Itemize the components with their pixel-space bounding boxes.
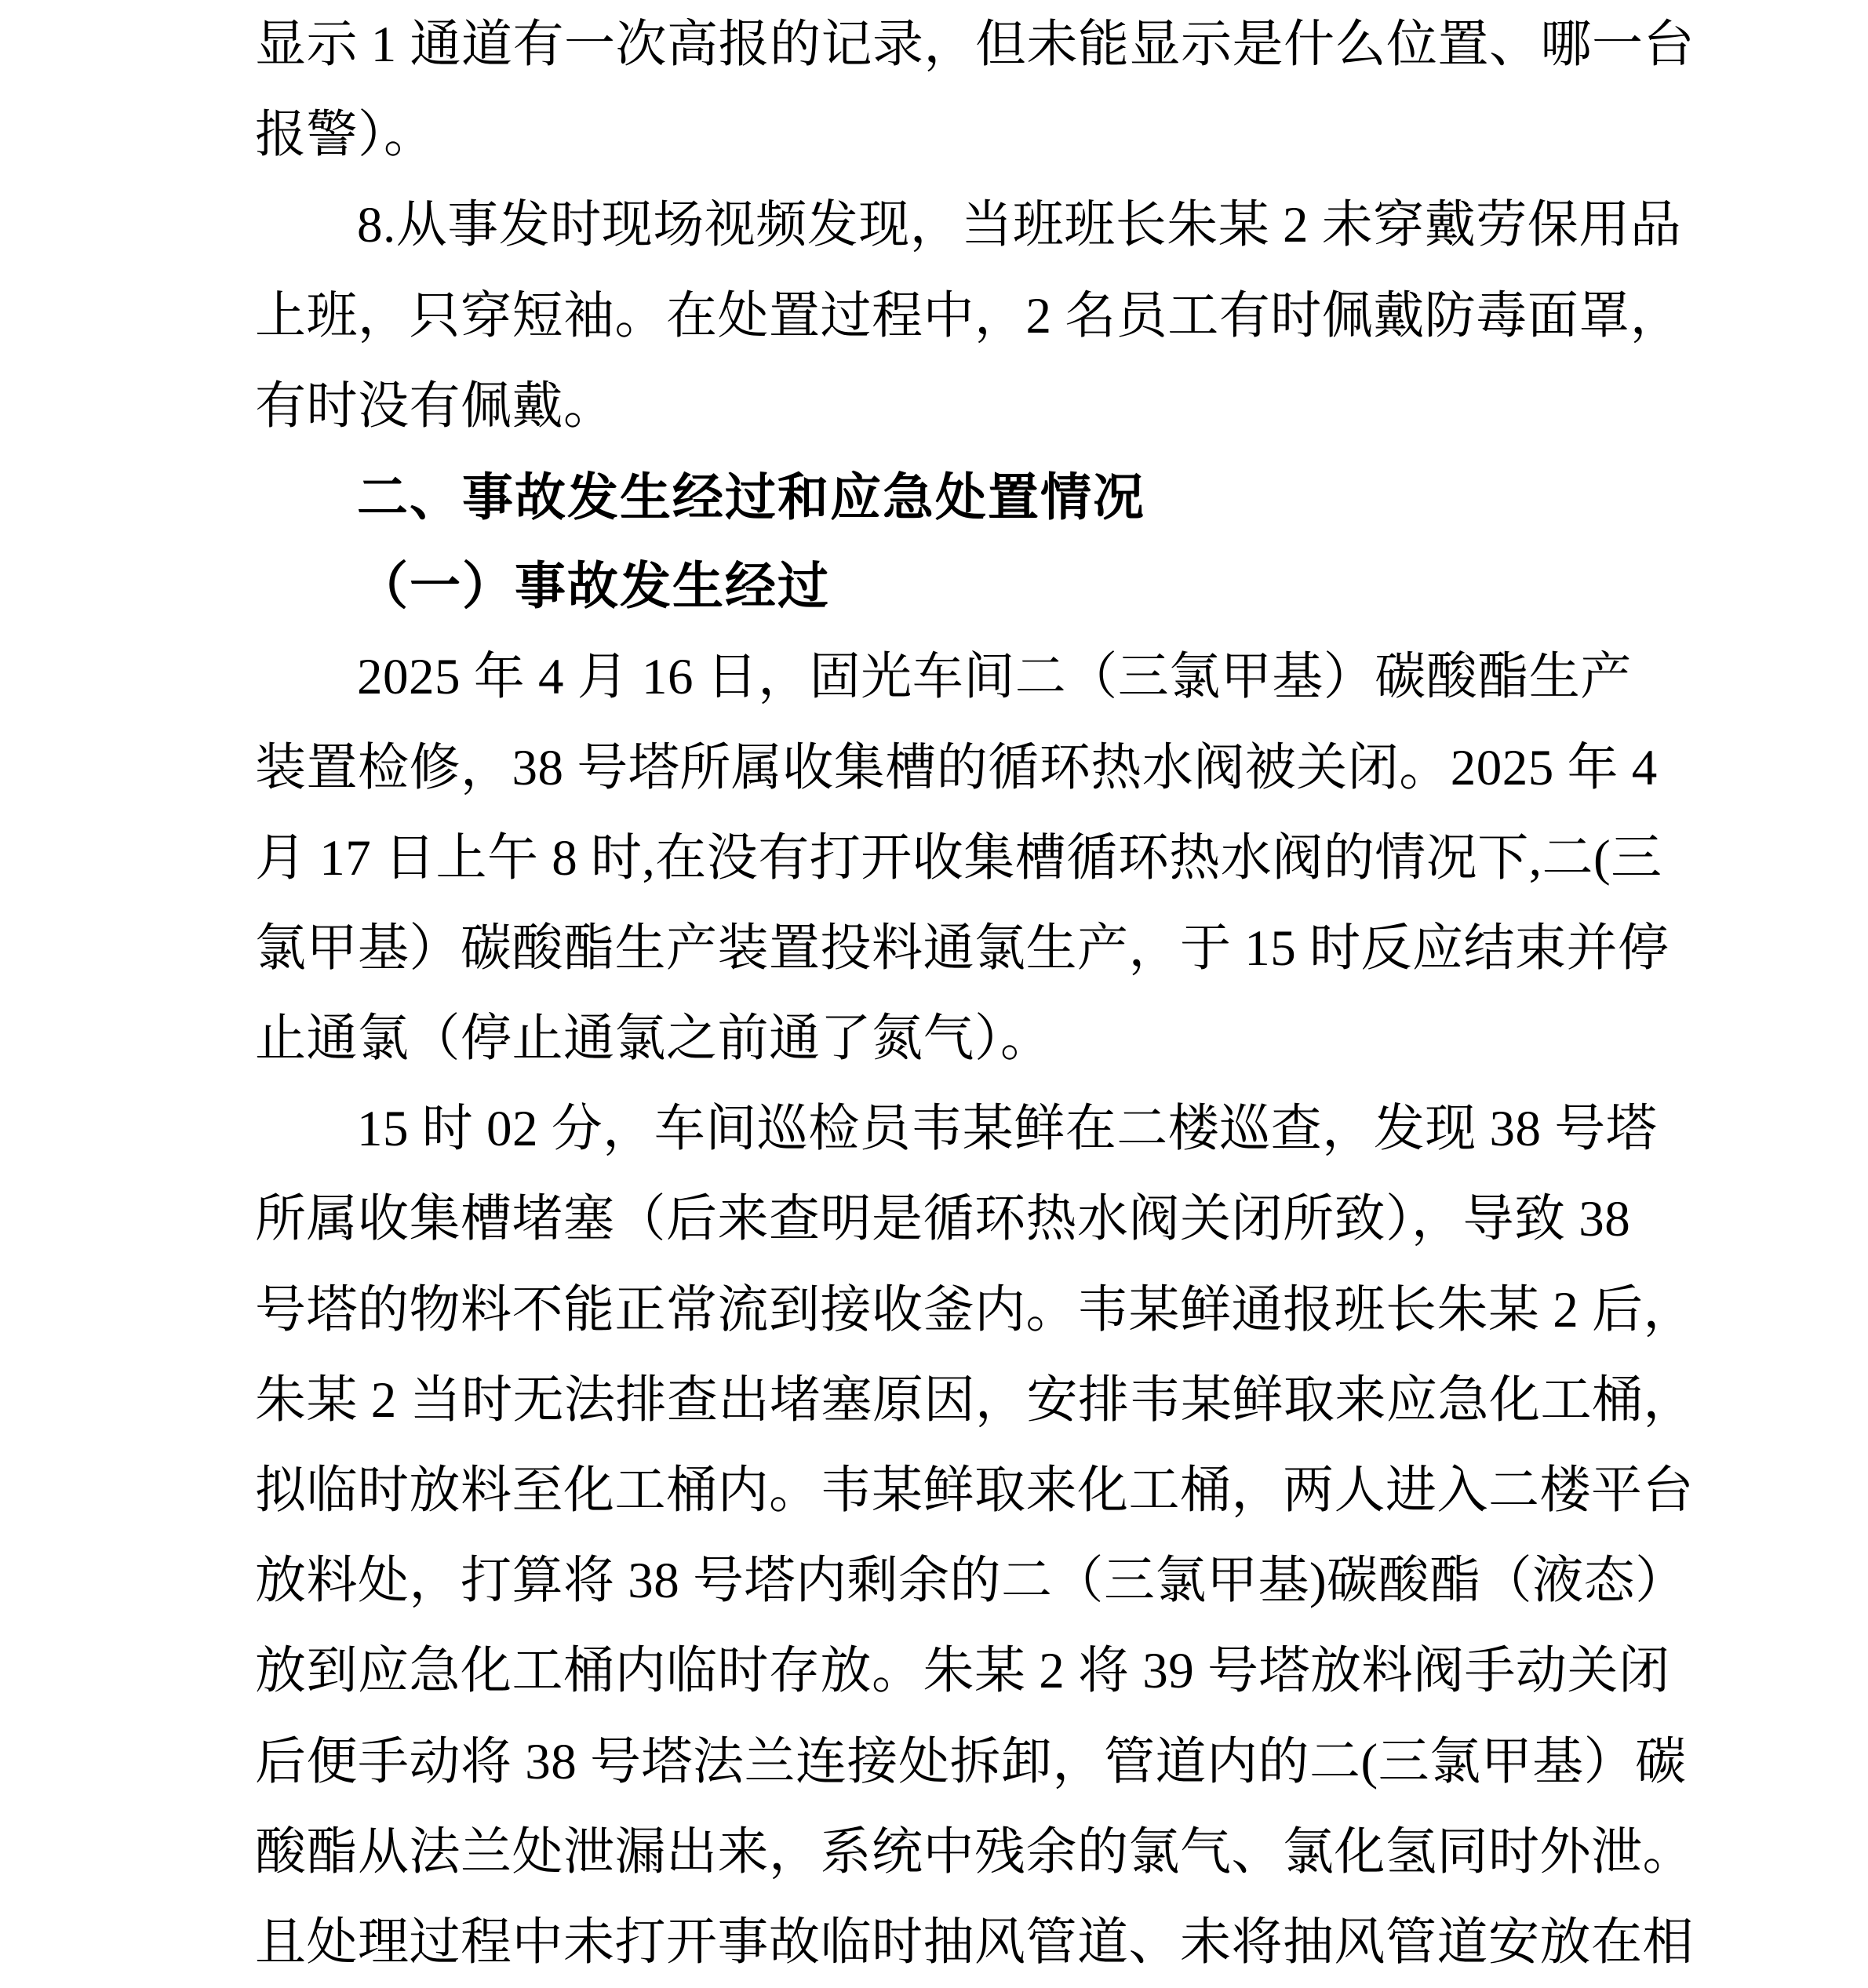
text-line: 且处理过程中未打开事故临时抽风管道、未将抽风管道安放在相 bbox=[255, 1913, 1695, 1971]
text-line: 显示 1 通道有一次高报的记录，但未能显示是什么位置、哪一台 bbox=[255, 16, 1695, 73]
section-heading: 二、事故发生经过和应急处置情况 bbox=[357, 468, 1146, 526]
text-line: 酸酯从法兰处泄漏出来，系统中残余的氯气、氯化氢同时外泄。 bbox=[255, 1823, 1695, 1881]
text-line: 装置检修，38 号塔所属收集槽的循环热水阀被关闭。2025 年 4 bbox=[255, 739, 1658, 796]
text-line: 号塔的物料不能正常流到接收釜内。韦某鲜通报班长朱某 2 后， bbox=[255, 1281, 1695, 1338]
text-line: 报警）。 bbox=[255, 107, 435, 164]
text-line: 放料处，打算将 38 号塔内剩余的二（三氯甲基)碳酸酯（液态） bbox=[255, 1553, 1687, 1610]
text-line: 上班，只穿短袖。在处置过程中，2 名员工有时佩戴防毒面罩， bbox=[255, 287, 1682, 344]
text-line: 2025 年 4 月 16 日，固光车间二（三氯甲基）碳酸酯生产 bbox=[357, 649, 1632, 706]
subsection-heading: （一）事故发生经过 bbox=[357, 559, 831, 616]
text-line: 8.从事发时现场视频发现，当班班长朱某 2 未穿戴劳保用品 bbox=[357, 197, 1682, 254]
document-page bbox=[255, 0, 1695, 1988]
text-line: 止通氯（停止通氯之前通了氮气）。 bbox=[255, 1010, 1052, 1068]
text-line: 15 时 02 分，车间巡检员韦某鲜在二楼巡查，发现 38 号塔 bbox=[357, 1101, 1658, 1158]
text-line: 放到应急化工桶内临时存放。朱某 2 将 39 号塔放料阀手动关闭 bbox=[255, 1643, 1670, 1700]
text-line: 氯甲基）碳酸酯生产装置投料通氯生产，于 15 时反应结束并停 bbox=[255, 919, 1670, 977]
text-line: 月 17 日上午 8 时,在没有打开收集槽循环热水阀的情况下,二(三 bbox=[255, 829, 1662, 887]
text-line: 所属收集槽堵塞（后来查明是循环热水阀关闭所致），导致 38 bbox=[255, 1191, 1631, 1248]
text-line: 拟临时放料至化工桶内。韦某鲜取来化工桶，两人进入二楼平台 bbox=[255, 1462, 1695, 1519]
text-line: 有时没有佩戴。 bbox=[255, 377, 615, 435]
text-line: 朱某 2 当时无法排查出堵塞原因，安排韦某鲜取来应急化工桶， bbox=[255, 1371, 1695, 1429]
text-line: 后便手动将 38 号塔法兰连接处拆卸，管道内的二(三氯甲基）碳 bbox=[255, 1733, 1687, 1790]
